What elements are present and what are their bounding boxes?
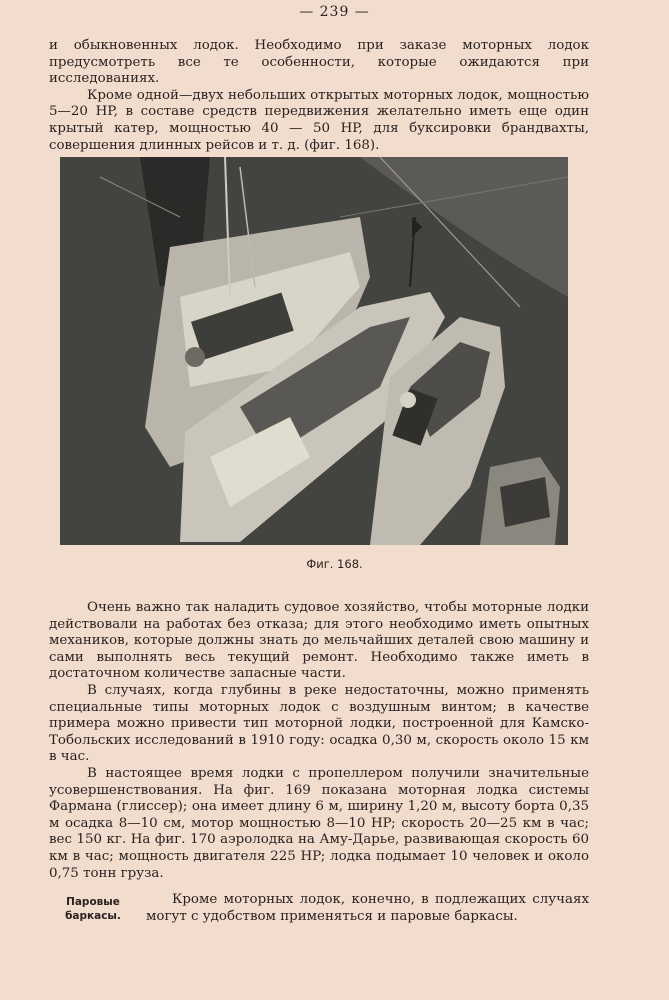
paragraph: В настоящее время лодки с пропеллером получили значительные усовершенствования. На фиг. 169 показана моторная лодка системы Фармана (глиссер); она имеет длину 6 м, ширину 1,20 м, высоту борта 0,35 м осадка 8—10 см, мотор мощностью 8—10 HP; скорость 20—25 км в час; вес 150 кг. На фиг. 170 аэролодка на Аму-Дарье, развивающая скорость 60 км в час; мощность двигателя 225 HP; лодка подымает 10 человек и около 0,75 тонн груза. (49, 765, 589, 881)
main-text (49, 600, 589, 882)
paragraph: В случаях, когда глубины в реке недостаточны, можно применять специальные типы моторных лодок с воздушным винтом; в качестве примера можно привести тип моторной лодки, построенной для Камско-Тобольских исследований в 1910 году: осадка 0,30 м, скорость около 15 км в час. (49, 682, 589, 765)
margin-heading: Паровые баркасы. (65, 896, 121, 922)
side-text (146, 892, 589, 925)
paragraph: Кроме моторных лодок, конечно, в подлежащих случаях могут с удобством применяться и паровые баркасы. (146, 892, 589, 924)
paragraph: Кроме одной—двух небольших открытых моторных лодок, мощностью 5—20 HP, в составе средств передвижения желательно иметь еще один крытый катер, мощностью 40 — 50 HP, для буксировки брандвахты, совершения длинных рейсов и т. д. (фиг. 168). (49, 87, 589, 153)
paragraph: и обыкновенных лодок. Необходимо при заказе моторных лодок предусмотреть все те особенности, которые ожидаются при исследованиях. (49, 38, 589, 87)
boats-photo (60, 157, 568, 545)
figure-caption: Фиг. 168. (306, 557, 363, 571)
page-number: — 239 — (299, 4, 370, 20)
paragraph: Очень важно так наладить судовое хозяйство, чтобы моторные лодки действовали на работах без отказа; для этого необходимо иметь опытных механиков, которые должны знать до мельчайших деталей свою машину и сами выполнять весь текущий ремонт. Необходимо также иметь в достаточном количестве запасные части. (49, 600, 589, 682)
top-text (49, 38, 589, 154)
